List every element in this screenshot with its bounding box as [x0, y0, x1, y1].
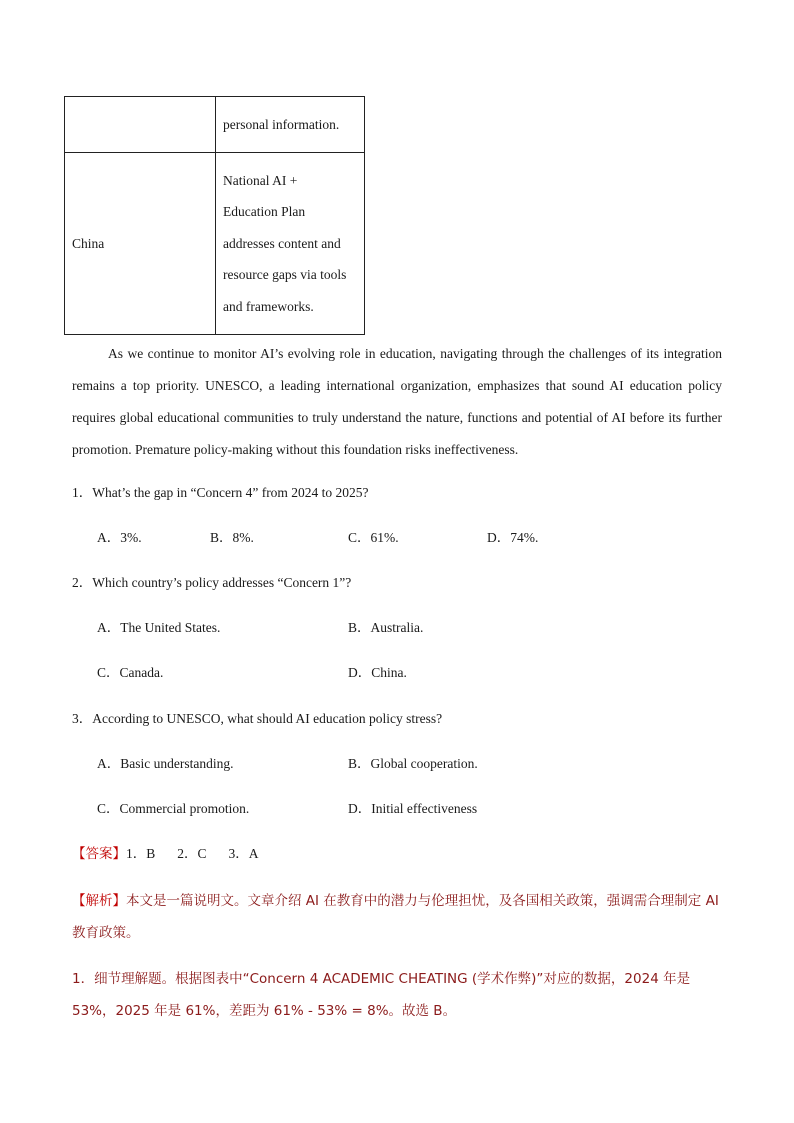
analysis-text: 本文是一篇说明文。文章介绍 AI 在教育中的潜力与伦理担忧，及各国相关政策，强调需合理制定 AI 教育政策。 — [72, 893, 719, 941]
table-row — [65, 97, 365, 153]
table-row — [65, 153, 365, 335]
question-3-option-b: B．Global cooperation. — [348, 756, 478, 771]
question-1-option-c: C．61%. — [348, 530, 399, 545]
answer-label: 【答案】 — [72, 846, 126, 862]
policy-line: personal information. — [223, 116, 340, 132]
answer-item: 3．A — [228, 846, 259, 861]
analysis-paragraph — [72, 885, 722, 949]
passage-paragraph: As we continue to monitor AI’s evolving role in education, navigating through the challenges of its integration remains a top priority. UNESCO, a leading international organization, emphasizes that sound AI education policy requires global educational communities to truly understand the nature, functions and potential of AI before its further promotion. Premature policy-making without this foundation risks ineffectiveness. — [72, 346, 722, 457]
answer-item: 2．C — [177, 846, 207, 861]
table-cell-policy — [216, 97, 365, 153]
policy-line: resource gaps via tools — [223, 267, 347, 283]
question-2-option-a: A．The United States. — [97, 620, 221, 635]
question-3-option-a: A．Basic understanding. — [97, 756, 234, 771]
analysis-label: 【解析】 — [72, 893, 126, 909]
question-1-option-d: D．74%. — [487, 530, 539, 545]
answer-line — [72, 844, 259, 864]
table-cell-country: China — [65, 153, 216, 335]
table-cell-policy — [216, 153, 365, 335]
policy-line: addresses content and — [223, 235, 341, 251]
question-3-stem: 3．According to UNESCO, what should AI education policy stress? — [72, 711, 443, 726]
policy-line: Education Plan — [223, 204, 306, 220]
question-2-stem: 2．Which country’s policy addresses “Concern 1”? — [72, 575, 352, 590]
answer-item: 1．B — [126, 846, 156, 861]
question-3-option-c: C．Commercial promotion. — [97, 801, 250, 816]
policy-line: and frameworks. — [223, 298, 314, 314]
policy-line: National AI + — [223, 172, 298, 188]
country-policy-table — [64, 96, 365, 335]
question-2-option-b: B．Australia. — [348, 620, 424, 635]
question-1-stem: 1．What’s the gap in “Concern 4” from 2024 to 2025? — [72, 485, 369, 500]
question-2-option-c: C．Canada. — [97, 665, 164, 680]
detail-explanation-1: 1．细节理解题。根据图表中“Concern 4 ACADEMIC CHEATING (学术作弊)”对应的数据，2024 年是 53%，2025 年是 61%，差距为 61% - 53% = 8%。故选 B。 — [72, 971, 691, 1019]
question-1-option-b: B．8%. — [210, 530, 254, 545]
question-1-option-a: A．3%. — [97, 530, 142, 545]
question-3-option-d: D．Initial effectiveness — [348, 801, 478, 816]
table-cell-country — [65, 97, 216, 153]
question-2-option-d: D．China. — [348, 665, 407, 680]
